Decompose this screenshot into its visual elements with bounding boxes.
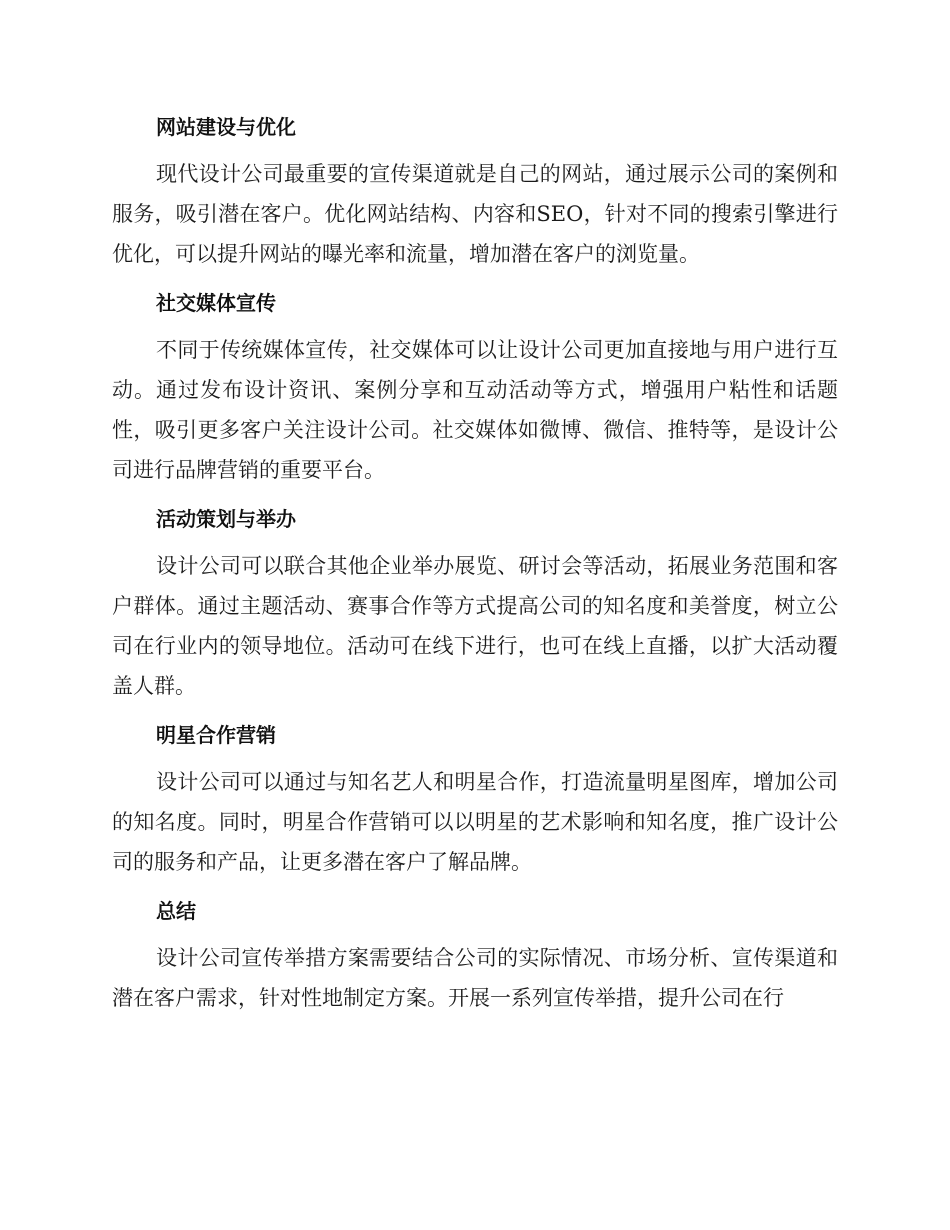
section-body: 设计公司可以联合其他企业举办展览、研讨会等活动，拓展业务范围和客户群体。通过主题活动、赛事合作等方式提高公司的知名度和美誉度，树立公司在行业内的领导地位。活动可在线下进行，也可在线上直播，以扩大活动覆盖人群。: [112, 554, 838, 698]
section-website: [112, 108, 838, 274]
section-body: 不同于传统媒体宣传，社交媒体可以让设计公司更加直接地与用户进行互动。通过发布设计资讯、案例分享和互动活动等方式，增强用户粘性和话题性，吸引更多客户关注设计公司。社交媒体如微博、微信、推特等，是设计公司进行品牌营销的重要平台。: [112, 338, 838, 482]
document-content: [112, 108, 838, 1028]
section-heading: 明星合作营销: [156, 723, 276, 747]
section-body: 设计公司可以通过与知名艺人和明星合作，打造流量明星图库，增加公司的知名度。同时，明星合作营销可以以明星的艺术影响和知名度，推广设计公司的服务和产品，让更多潜在客户了解品牌。: [112, 770, 838, 874]
section-heading: 总结: [156, 899, 196, 923]
section-summary: [112, 892, 838, 1018]
section-events: [112, 500, 838, 706]
section-social-media: [112, 284, 838, 490]
section-heading: 社交媒体宣传: [156, 291, 276, 315]
section-body: 设计公司宣传举措方案需要结合公司的实际情况、市场分析、宣传渠道和潜在客户需求，针对性地制定方案。开展一系列宣传举措，提升公司在行: [112, 946, 838, 1010]
section-celebrity: [112, 716, 838, 882]
section-heading: 活动策划与举办: [156, 507, 296, 531]
section-heading: 网站建设与优化: [156, 115, 296, 139]
section-body: 现代设计公司最重要的宣传渠道就是自己的网站，通过展示公司的案例和服务，吸引潜在客户。优化网站结构、内容和SEO，针对不同的搜索引擎进行优化，可以提升网站的曝光率和流量，增加潜在客户的浏览量。: [112, 162, 838, 266]
